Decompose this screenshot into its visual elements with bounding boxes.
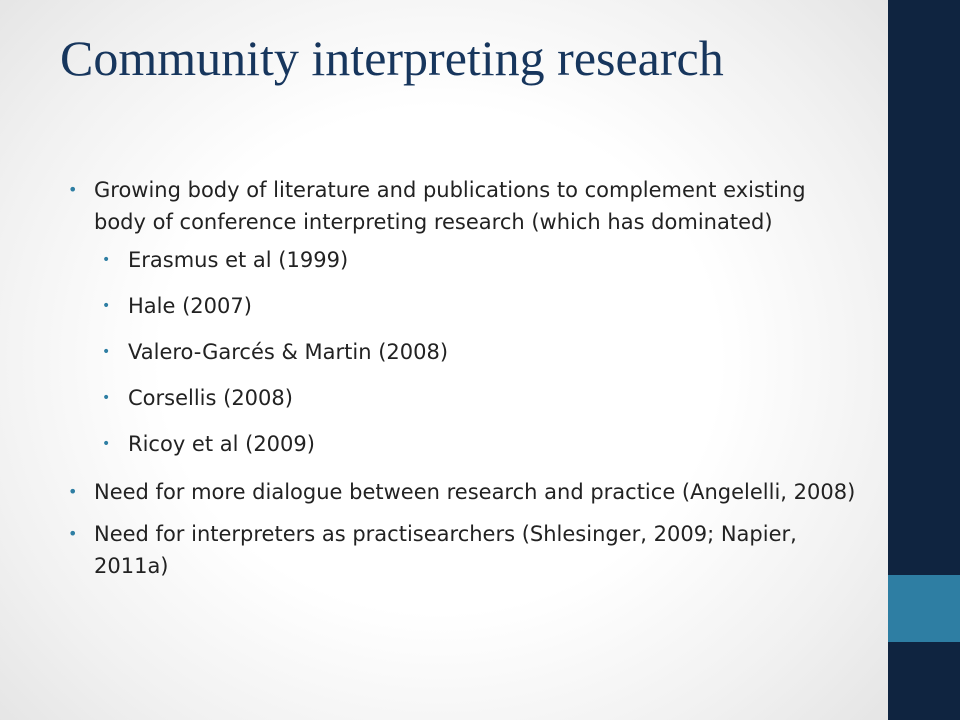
sub-bullet-item [62,428,862,460]
sidebar-accent-block [888,575,960,642]
bullet-dot-icon: • [102,390,111,406]
bullet-dot-icon: • [68,482,78,501]
bullet-item [62,518,862,582]
bullet-list [62,174,862,592]
bullet-dot-icon: • [102,298,111,314]
sub-bullet-text: Hale (2007) [128,294,252,318]
bullet-text: Growing body of literature and publications to complement existing body of conference interpreting research (which has dominated) [94,178,806,234]
bullet-dot-icon: • [68,180,78,199]
bullet-dot-icon: • [102,436,111,452]
sub-bullet-item [62,382,862,414]
slide-title: Community interpreting research [60,30,724,86]
bullet-text: Need for more dialogue between research and practice (Angelelli, 2008) [94,480,856,504]
bullet-text: Need for interpreters as practisearchers (Shlesinger, 2009; Napier, 2011a) [94,522,797,578]
sub-bullet-item [62,336,862,368]
sub-bullet-text: Ricoy et al (2009) [128,432,315,456]
sub-bullet-item [62,290,862,322]
bullet-dot-icon: • [102,344,111,360]
sub-bullet-text: Valero-Garcés & Martin (2008) [128,340,449,364]
sub-bullet-text: Erasmus et al (1999) [128,248,349,272]
sub-bullet-item [62,244,862,276]
sub-bullet-text: Corsellis (2008) [128,386,293,410]
bullet-item [62,476,862,508]
bullet-item [62,174,862,238]
bullet-dot-icon: • [102,252,111,268]
bullet-dot-icon: • [68,524,78,543]
